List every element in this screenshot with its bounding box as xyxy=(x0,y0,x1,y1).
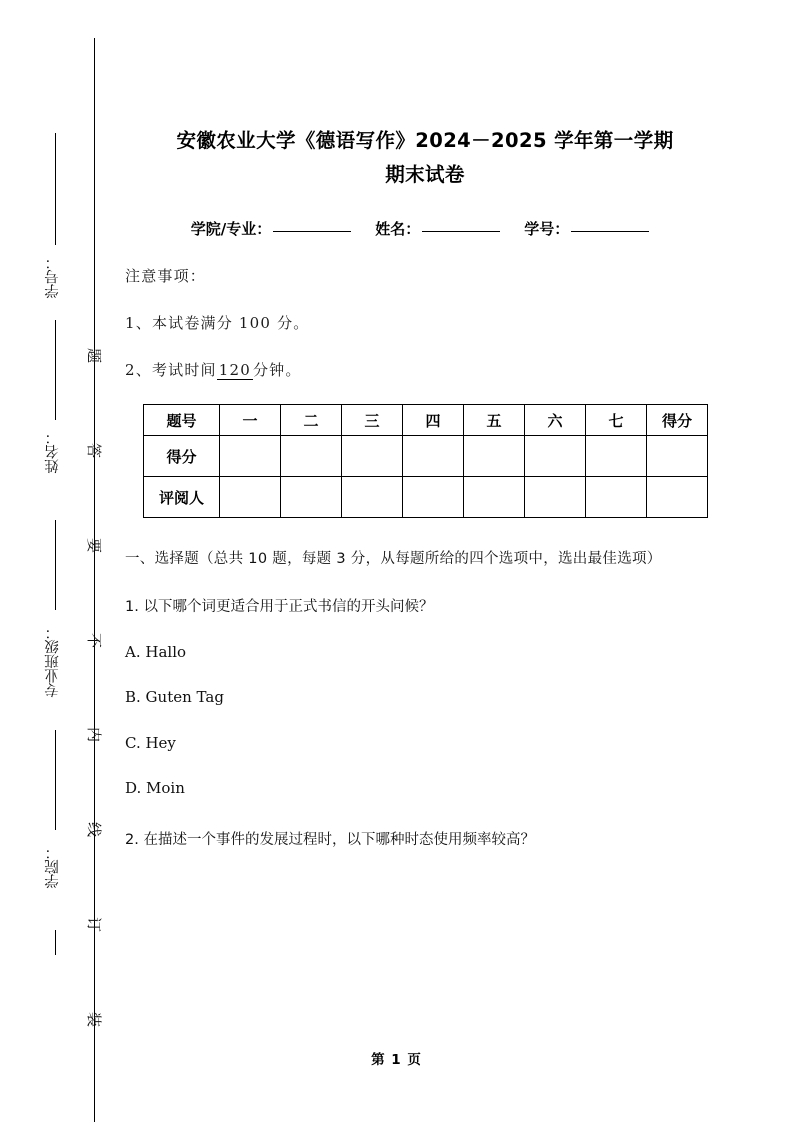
score-table-cell[interactable] xyxy=(464,477,525,518)
student-info-row xyxy=(125,218,725,239)
score-table-cell[interactable] xyxy=(342,436,403,477)
binding-outer-label: 学号： xyxy=(45,255,61,299)
score-table-row xyxy=(144,436,708,477)
score-table-header-cell: 一 xyxy=(220,405,281,436)
score-table-header-row xyxy=(144,405,708,436)
score-table-cell[interactable] xyxy=(647,477,708,518)
notice-item-1: 1、本试卷满分 100 分。 xyxy=(125,314,310,333)
score-table-cell[interactable] xyxy=(525,436,586,477)
binding-seal-glyph: 答 xyxy=(85,442,104,458)
score-table-cell[interactable] xyxy=(220,477,281,518)
binding-seal-glyph: 线 xyxy=(85,822,104,838)
binding-seal-glyph: 要 xyxy=(85,537,104,553)
binding-outer-label: 姓名： xyxy=(45,430,61,474)
binding-seal-glyph: 装 xyxy=(85,1011,104,1028)
page-footer: 第 1 页 xyxy=(371,1052,422,1068)
score-table-cell[interactable] xyxy=(586,477,647,518)
exam-duration-value: 120 xyxy=(218,361,251,380)
score-table-cell[interactable] xyxy=(281,477,342,518)
binding-outer-rule-segment xyxy=(55,320,56,420)
score-table-cell[interactable] xyxy=(525,477,586,518)
score-table-cell[interactable] xyxy=(586,436,647,477)
binding-seal-glyph: 题 xyxy=(85,347,104,364)
score-table-row-label: 评阅人 xyxy=(144,477,220,518)
binding-seal-glyph: 内 xyxy=(85,727,104,743)
score-table-row xyxy=(144,477,708,518)
exam-title-line-2: 期末试卷 xyxy=(385,163,465,187)
notice-block xyxy=(125,269,725,378)
question-1-option-b[interactable]: B. Guten Tag xyxy=(125,688,224,707)
notice-item-2-suffix: 分钟。 xyxy=(252,361,302,380)
binding-seal-glyph: 不 xyxy=(85,632,104,648)
binding-inner-rule xyxy=(94,38,95,1122)
question-1-option-a[interactable]: A. Hallo xyxy=(125,642,187,661)
score-table-cell[interactable] xyxy=(403,436,464,477)
binding-outer-label: 学院： xyxy=(45,845,61,889)
exam-title-line-1: 安徽农业大学《德语写作》2024－2025 学年第一学期 xyxy=(176,129,674,152)
notice-item-2-prefix: 2、考试时间 xyxy=(125,361,217,380)
score-table-wrap xyxy=(125,404,725,518)
score-table-cell[interactable] xyxy=(403,477,464,518)
exam-content xyxy=(125,0,725,850)
name-label: 姓名： xyxy=(375,220,421,239)
binding-outer-rule-segment xyxy=(55,133,56,245)
score-table-header-cell: 六 xyxy=(525,405,586,436)
score-table-header-cell: 三 xyxy=(342,405,403,436)
student-id-label: 学号： xyxy=(524,220,570,239)
score-table-row-label: 得分 xyxy=(144,436,220,477)
score-table-cell[interactable] xyxy=(647,436,708,477)
score-table-header-cell: 四 xyxy=(403,405,464,436)
section-one-heading: 一、选择题（总共 10 题，每题 3 分，从每题所给的四个选项中，选出最佳选项） xyxy=(125,551,662,568)
question-1-option-d[interactable]: D. Moin xyxy=(125,779,185,798)
notice-item-2 xyxy=(125,363,725,378)
binding-outer-rule-segment xyxy=(55,730,56,830)
binding-seal-glyph: 订 xyxy=(85,917,104,933)
score-table-header-cell: 五 xyxy=(464,405,525,436)
page-title xyxy=(125,0,725,192)
question-1-option-c[interactable]: C. Hey xyxy=(125,733,176,752)
score-table-cell[interactable] xyxy=(281,436,342,477)
department-label: 学院/专业： xyxy=(190,220,272,239)
notice-heading: 注意事项： xyxy=(125,267,207,286)
score-table-cell[interactable] xyxy=(464,436,525,477)
score-table-header-cell: 题号 xyxy=(144,405,220,436)
score-table-header-cell: 七 xyxy=(586,405,647,436)
question-2-text: 2. 在描述一个事件的发展过程时，以下哪种时态使用频率较高？ xyxy=(125,831,535,848)
score-table-header-cell: 二 xyxy=(281,405,342,436)
department-input[interactable] xyxy=(273,231,351,232)
score-table-cell[interactable] xyxy=(342,477,403,518)
binding-outer-label: 专业班级： xyxy=(45,625,61,698)
binding-outer-rule-segment xyxy=(55,520,56,610)
name-input[interactable] xyxy=(422,231,500,232)
score-table-header-cell: 得分 xyxy=(647,405,708,436)
student-id-input[interactable] xyxy=(571,231,649,232)
score-table xyxy=(143,404,708,518)
binding-outer-rule-segment xyxy=(55,930,56,955)
score-table-cell[interactable] xyxy=(220,436,281,477)
question-1-text: 1. 以下哪个词更适合用于正式书信的开头问候？ xyxy=(125,598,434,615)
